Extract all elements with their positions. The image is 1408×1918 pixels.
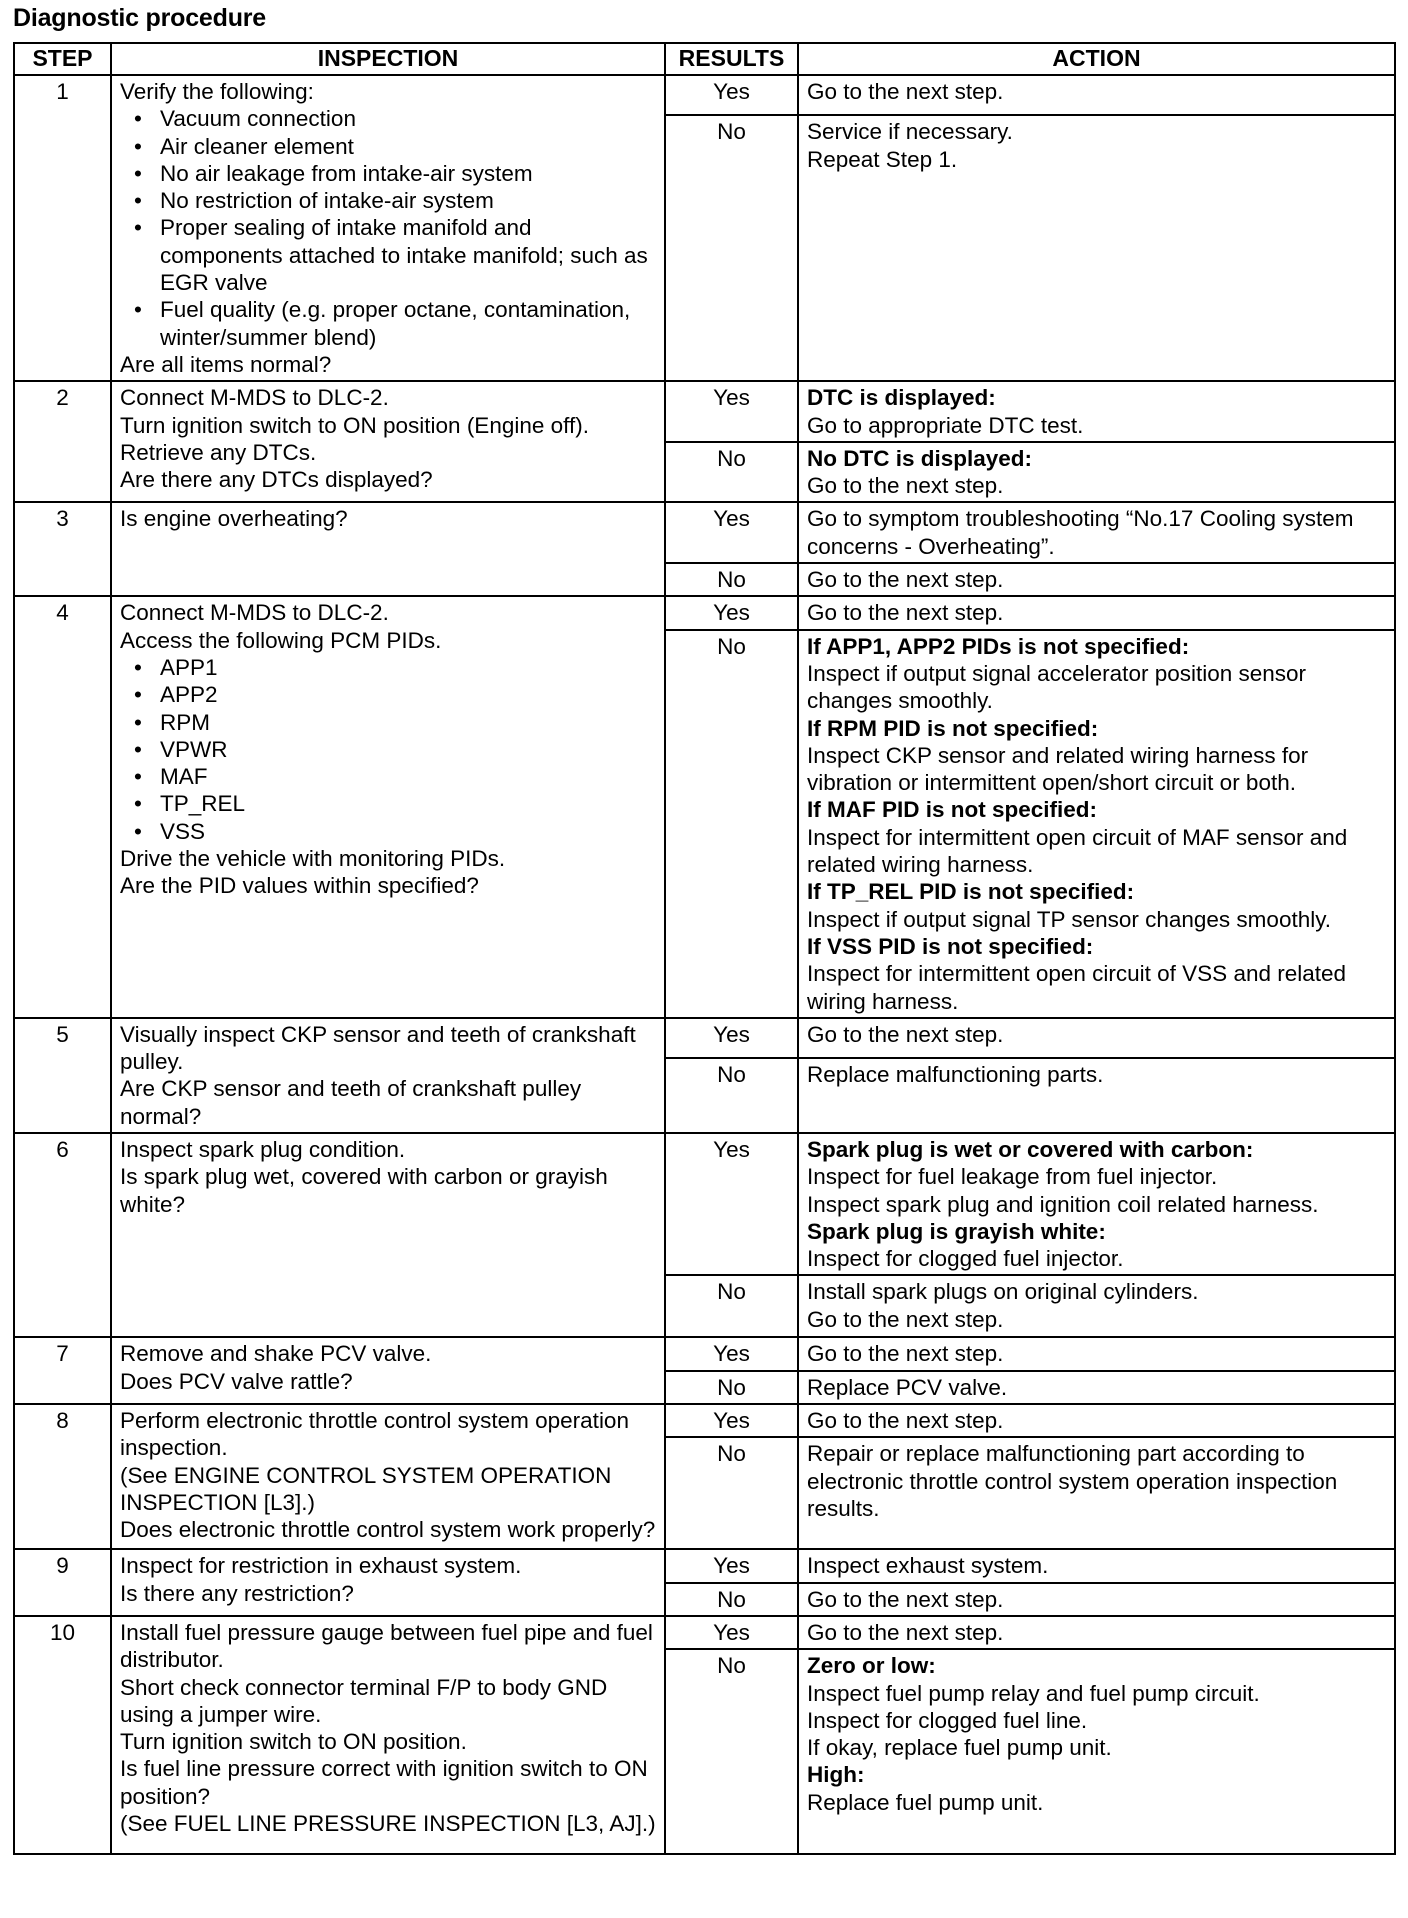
inspection-line: Does PCV valve rattle? [120,1368,353,1394]
inspection-line: Perform electronic throttle control system operation inspection. [120,1408,629,1461]
inspection-bullet: • RPM [120,709,656,736]
result-no: No [665,1437,798,1549]
result-yes: Yes [665,1018,798,1058]
result-no: No [665,563,798,596]
action-line: Inspect for fuel leakage from fuel injector. [807,1164,1218,1190]
table-row [14,1018,1395,1058]
table-body [14,75,1395,1854]
action-line: If okay, replace fuel pump unit. [807,1735,1112,1761]
result-no: No [665,1058,798,1133]
action-cell [798,1404,1395,1437]
action-line: Go to appropriate DTC test. [807,412,1084,438]
action-line: Inspect exhaust system. [807,1553,1049,1579]
action-line: Go to the next step. [807,79,1004,104]
action-cell [798,75,1395,115]
inspection-line: Are all items normal? [120,351,332,377]
action-cell [798,1616,1395,1649]
result-yes: Yes [665,381,798,442]
action-line: Inspect if output signal accelerator position sensor changes smoothly. [807,660,1307,714]
action-condition-heading: If MAF PID is not specified: [807,797,1098,823]
action-cell [798,442,1395,503]
inspection-line: Turn ignition switch to ON position. [120,1729,467,1755]
action-line: Inspect for clogged fuel line. [807,1707,1088,1733]
action-cell [798,596,1395,629]
action-cell [798,502,1395,563]
inspection-cell [111,1018,665,1133]
inspection-cell [111,1133,665,1337]
inspection-line: Turn ignition switch to ON position (Engine off). [120,412,589,438]
action-line: Go to the next step. [807,473,1004,499]
action-line: Go to the next step. [807,1619,1004,1645]
inspection-line: Verify the following: [120,79,314,104]
action-cell [798,1337,1395,1370]
action-cell [798,1649,1395,1854]
table-row [14,381,1395,442]
inspection-line: Is fuel line pressure correct with ignition switch to ON position? [120,1756,648,1809]
table-row [14,1404,1395,1437]
action-line: Inspect for intermittent open circuit of MAF sensor and related wiring harness. [807,824,1348,878]
inspection-line: Are CKP sensor and teeth of crankshaft pulley normal? [120,1076,582,1129]
action-cell [798,1275,1395,1337]
inspection-line: (See ENGINE CONTROL SYSTEM OPERATION INSPECTION [L3].) [120,1462,612,1515]
action-line: Service if necessary. [807,119,1013,145]
inspection-line: Is spark plug wet, covered with carbon or grayish white? [120,1164,608,1217]
inspection-bullet: • APP1 [120,654,656,681]
inspection-bullet-list [120,654,656,845]
inspection-bullet: • VPWR [120,736,656,763]
action-line: Go to the next step. [807,600,1004,626]
inspection-line: Are the PID values within specified? [120,873,479,899]
inspection-bullet: • APP2 [120,681,656,708]
step-number: 8 [14,1404,111,1549]
inspection-bullet: • TP_REL [120,790,656,817]
action-condition-heading: Spark plug is grayish white: [807,1218,1106,1244]
inspection-line: Connect M-MDS to DLC-2. [120,600,389,626]
inspection-line: Inspect for restriction in exhaust system. [120,1553,522,1579]
diagnostic-procedure-table [13,42,1396,1855]
action-line: Inspect if output signal TP sensor changes smoothly. [807,906,1332,932]
action-line: Inspect spark plug and ignition coil related harness. [807,1191,1319,1217]
action-line: Go to the next step. [807,1306,1004,1332]
inspection-line: Install fuel pressure gauge between fuel pipe and fuel distributor. [120,1619,653,1673]
result-no: No [665,1371,798,1404]
inspection-line: Inspect spark plug condition. [120,1136,406,1162]
table-row [14,502,1395,563]
action-line: Go to the next step. [807,567,1004,593]
inspection-cell [111,596,665,1017]
step-number: 3 [14,502,111,596]
step-number: 9 [14,1549,111,1616]
action-line: Replace PCV valve. [807,1374,1008,1400]
action-line: Inspect CKP sensor and related wiring harness for vibration or intermittent open/short circuit or both. [807,742,1309,796]
inspection-cell [111,502,665,596]
action-condition-heading: High: [807,1762,865,1788]
action-line: Replace malfunctioning parts. [807,1061,1104,1087]
action-line: Inspect for intermittent open circuit of VSS and related wiring harness. [807,961,1347,1014]
action-cell [798,1583,1395,1616]
action-condition-heading: No DTC is displayed: [807,445,1033,471]
inspection-cell [111,381,665,502]
inspection-line: Remove and shake PCV valve. [120,1341,432,1367]
inspection-bullet: • Proper sealing of intake manifold and components attached to intake manifold; such as EGR valve [120,214,656,296]
header-action: ACTION [798,43,1395,75]
header-row [14,43,1395,75]
header-step: STEP [14,43,111,75]
inspection-cell [111,1616,665,1854]
inspection-bullet: • No air leakage from intake-air system [120,160,656,187]
result-no: No [665,630,798,1018]
result-no: No [665,442,798,503]
inspection-line: Drive the vehicle with monitoring PIDs. [120,846,506,872]
step-number: 7 [14,1337,111,1404]
action-line: Go to the next step. [807,1586,1004,1612]
table-row [14,75,1395,115]
action-condition-heading: Spark plug is wet or covered with carbon: [807,1136,1254,1162]
step-number: 4 [14,596,111,1017]
inspection-line: Are there any DTCs displayed? [120,467,433,493]
table-row [14,1549,1395,1582]
action-line: Inspect fuel pump relay and fuel pump circuit. [807,1680,1260,1706]
table-row [14,1133,1395,1275]
action-condition-heading: If TP_REL PID is not specified: [807,879,1135,905]
result-yes: Yes [665,1337,798,1370]
inspection-line: Is there any restriction? [120,1580,354,1606]
step-number: 1 [14,75,111,381]
inspection-cell [111,1404,665,1549]
inspection-line: Connect M-MDS to DLC-2. [120,385,389,411]
action-condition-heading: If RPM PID is not specified: [807,715,1099,741]
result-yes: Yes [665,75,798,115]
action-cell [798,630,1395,1018]
action-line: Inspect for clogged fuel injector. [807,1246,1124,1272]
result-yes: Yes [665,1404,798,1437]
inspection-line: Visually inspect CKP sensor and teeth of crankshaft pulley. [120,1021,636,1075]
action-line: Go to the next step. [807,1021,1004,1047]
action-condition-heading: If VSS PID is not specified: [807,933,1094,959]
action-cell [798,1133,1395,1275]
action-condition-heading: Zero or low: [807,1653,936,1679]
action-cell [798,1058,1395,1133]
inspection-cell [111,75,665,381]
inspection-bullet-list [120,105,656,351]
action-condition-heading: If APP1, APP2 PIDs is not specified: [807,633,1190,659]
result-no: No [665,1649,798,1854]
inspection-line: Does electronic throttle control system work properly? [120,1517,656,1543]
inspection-bullet: • No restriction of intake-air system [120,187,656,214]
action-cell [798,381,1395,442]
result-yes: Yes [665,1549,798,1582]
action-cell [798,1437,1395,1549]
inspection-bullet: • Vacuum connection [120,105,656,132]
result-yes: Yes [665,502,798,563]
step-number: 2 [14,381,111,502]
action-condition-heading: DTC is displayed: [807,385,996,411]
action-line: Go to the next step. [807,1408,1004,1434]
result-no: No [665,115,798,381]
result-no: No [665,1583,798,1616]
inspection-bullet: • Fuel quality (e.g. proper octane, contamination, winter/summer blend) [120,296,656,351]
inspection-bullet: • Air cleaner element [120,133,656,160]
table-row [14,1337,1395,1370]
action-line: Go to the next step. [807,1341,1004,1367]
table-row [14,1616,1395,1649]
inspection-line: Short check connector terminal F/P to body GND using a jumper wire. [120,1674,608,1727]
table-row [14,596,1395,629]
action-cell [798,1549,1395,1582]
step-number: 5 [14,1018,111,1133]
result-yes: Yes [665,596,798,629]
action-cell [798,1018,1395,1058]
action-cell [798,563,1395,596]
inspection-bullet: • VSS [120,818,656,845]
header-inspection: INSPECTION [111,43,665,75]
action-line: Go to symptom troubleshooting “No.17 Cooling system concerns - Overheating”. [807,506,1354,559]
action-line: Repeat Step 1. [807,146,958,172]
action-cell [798,1371,1395,1404]
document-title: Diagnostic procedure [13,4,266,32]
inspection-cell [111,1337,665,1404]
inspection-line: Is engine overheating? [120,506,348,532]
table-header [14,43,1395,75]
result-yes: Yes [665,1133,798,1275]
action-line: Replace fuel pump unit. [807,1789,1044,1815]
header-results: RESULTS [665,43,798,75]
inspection-line: Access the following PCM PIDs. [120,627,442,653]
action-cell [798,115,1395,381]
inspection-cell [111,1549,665,1616]
result-yes: Yes [665,1616,798,1649]
inspection-line: (See FUEL LINE PRESSURE INSPECTION [L3, AJ].) [120,1811,656,1837]
action-line: Repair or replace malfunctioning part according to electronic throttle control system operation inspection results. [807,1441,1338,1521]
step-number: 6 [14,1133,111,1337]
inspection-bullet: • MAF [120,763,656,790]
step-number: 10 [14,1616,111,1854]
action-line: Install spark plugs on original cylinders. [807,1279,1199,1305]
result-no: No [665,1275,798,1337]
inspection-line: Retrieve any DTCs. [120,439,317,465]
